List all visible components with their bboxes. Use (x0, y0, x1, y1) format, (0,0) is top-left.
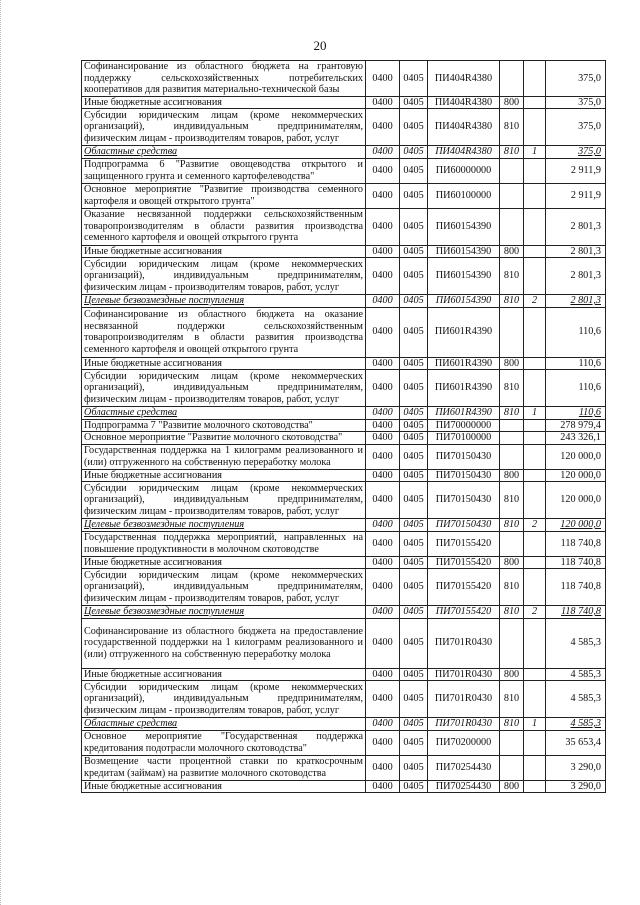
table-row (82, 569, 606, 606)
row-section: 0400 (366, 681, 400, 718)
table-row (82, 109, 606, 146)
row-expense-type (500, 432, 524, 445)
row-source-code (524, 419, 546, 432)
row-description: Подпрограмма 7 "Развитие молочного скотоводства" (82, 419, 366, 432)
row-target-code: ПИ601R4390 (428, 370, 500, 407)
row-target-code: ПИ70150430 (428, 469, 500, 482)
row-expense-type: 800 (500, 357, 524, 370)
table-row (82, 258, 606, 295)
table-row (82, 407, 606, 420)
row-target-code: ПИ60100000 (428, 183, 500, 208)
row-subsection: 0405 (400, 370, 428, 407)
table-row (82, 718, 606, 731)
row-section: 0400 (366, 730, 400, 755)
row-target-code: ПИ404R4380 (428, 146, 500, 159)
row-subsection: 0405 (400, 569, 428, 606)
row-description: Областные средства (82, 718, 366, 731)
row-section: 0400 (366, 258, 400, 295)
row-description: Подпрограмма 6 "Развитие овощеводства открытого и защищенного грунта и семенного картофелеводства" (82, 158, 366, 183)
row-section: 0400 (366, 556, 400, 569)
row-section: 0400 (366, 158, 400, 183)
row-expense-type (500, 158, 524, 183)
page-number: 20 (313, 38, 327, 53)
row-expense-type: 810 (500, 606, 524, 619)
row-amount: 4 585,3 (546, 668, 606, 681)
row-target-code: ПИ70200000 (428, 730, 500, 755)
row-source-code (524, 96, 546, 109)
row-target-code: ПИ404R4380 (428, 61, 500, 97)
row-section: 0400 (366, 208, 400, 245)
row-amount: 243 326,1 (546, 432, 606, 445)
table-row (82, 519, 606, 532)
row-amount: 375,0 (546, 61, 606, 97)
table-row (82, 96, 606, 109)
row-subsection: 0405 (400, 482, 428, 519)
row-subsection: 0405 (400, 755, 428, 780)
row-source-code (524, 482, 546, 519)
row-description: Иные бюджетные ассигнования (82, 780, 366, 793)
row-section: 0400 (366, 482, 400, 519)
row-subsection: 0405 (400, 780, 428, 793)
row-subsection: 0405 (400, 730, 428, 755)
row-subsection: 0405 (400, 357, 428, 370)
row-source-code (524, 780, 546, 793)
row-section: 0400 (366, 519, 400, 532)
row-description: Основное мероприятие "Развитие производства семенного картофеля и овощей открытого грунта" (82, 183, 366, 208)
row-expense-type (500, 531, 524, 556)
row-source-code (524, 61, 546, 97)
row-target-code: ПИ701R0430 (428, 668, 500, 681)
row-description: Целевые безвозмездные поступления (82, 606, 366, 619)
row-description: Государственная поддержка мероприятий, направленных на повышение продуктивности в молочном скотоводстве (82, 531, 366, 556)
table-row (82, 730, 606, 755)
row-source-code: 1 (524, 146, 546, 159)
row-description: Субсидии юридическим лицам (кроме некоммерческих организаций), индивидуальным предпринимателям, физическим лицам - производителям товаров, работ, услуг (82, 569, 366, 606)
row-amount: 35 653,4 (546, 730, 606, 755)
row-expense-type (500, 618, 524, 668)
row-expense-type: 810 (500, 370, 524, 407)
row-section: 0400 (366, 307, 400, 357)
row-amount: 120 000,0 (546, 469, 606, 482)
row-amount: 110,6 (546, 307, 606, 357)
table-row (82, 482, 606, 519)
row-subsection: 0405 (400, 258, 428, 295)
row-amount: 120 000,0 (546, 482, 606, 519)
row-section: 0400 (366, 606, 400, 619)
row-expense-type: 800 (500, 556, 524, 569)
row-subsection: 0405 (400, 109, 428, 146)
table-row (82, 61, 606, 97)
row-section: 0400 (366, 419, 400, 432)
row-section: 0400 (366, 96, 400, 109)
row-expense-type (500, 755, 524, 780)
row-target-code: ПИ701R0430 (428, 681, 500, 718)
row-section: 0400 (366, 146, 400, 159)
table-row (82, 295, 606, 308)
row-target-code: ПИ70155420 (428, 531, 500, 556)
row-expense-type: 810 (500, 718, 524, 731)
row-amount: 278 979,4 (546, 419, 606, 432)
row-source-code (524, 307, 546, 357)
row-section: 0400 (366, 61, 400, 97)
row-source-code (524, 556, 546, 569)
row-expense-type (500, 419, 524, 432)
row-subsection: 0405 (400, 668, 428, 681)
row-description: Областные средства (82, 146, 366, 159)
row-section: 0400 (366, 780, 400, 793)
table-row (82, 606, 606, 619)
row-target-code: ПИ70155420 (428, 606, 500, 619)
row-amount: 4 585,3 (546, 681, 606, 718)
table-row (82, 780, 606, 793)
row-expense-type (500, 730, 524, 755)
row-description: Субсидии юридическим лицам (кроме некоммерческих организаций), индивидуальным предпринимателям, физическим лицам - производителям товаров, работ, услуг (82, 258, 366, 295)
row-subsection: 0405 (400, 556, 428, 569)
row-target-code: ПИ601R4390 (428, 357, 500, 370)
row-target-code: ПИ70155420 (428, 556, 500, 569)
row-source-code: 2 (524, 606, 546, 619)
row-amount: 118 740,8 (546, 556, 606, 569)
row-source-code: 1 (524, 407, 546, 420)
row-expense-type: 800 (500, 245, 524, 258)
row-description: Софинансирование из областного бюджета на предоставление государственной поддержки на 1 килограмм реализованного и (или) отгруженного на собственную переработку молока (82, 618, 366, 668)
row-description: Целевые безвозмездные поступления (82, 295, 366, 308)
row-subsection: 0405 (400, 469, 428, 482)
row-source-code: 1 (524, 718, 546, 731)
row-target-code: ПИ404R4380 (428, 96, 500, 109)
row-subsection: 0405 (400, 531, 428, 556)
row-target-code: ПИ60154390 (428, 245, 500, 258)
row-subsection: 0405 (400, 618, 428, 668)
row-expense-type: 810 (500, 407, 524, 420)
row-expense-type: 810 (500, 146, 524, 159)
row-target-code: ПИ601R4390 (428, 307, 500, 357)
row-description: Субсидии юридическим лицам (кроме некоммерческих организаций), индивидуальным предпринимателям, физическим лицам - производителям товаров, работ, услуг (82, 681, 366, 718)
row-amount: 110,6 (546, 370, 606, 407)
table-row (82, 681, 606, 718)
row-expense-type: 810 (500, 258, 524, 295)
row-expense-type: 810 (500, 519, 524, 532)
row-description: Основное мероприятие "Развитие молочного скотоводства" (82, 432, 366, 445)
row-target-code: ПИ70150430 (428, 519, 500, 532)
row-source-code (524, 370, 546, 407)
row-section: 0400 (366, 183, 400, 208)
row-amount: 375,0 (546, 146, 606, 159)
row-description: Основное мероприятие "Государственная поддержка кредитования подотрасли молочного скотоводства" (82, 730, 366, 755)
table-row (82, 208, 606, 245)
row-amount: 2 801,3 (546, 245, 606, 258)
row-subsection: 0405 (400, 718, 428, 731)
row-section: 0400 (366, 357, 400, 370)
row-section: 0400 (366, 618, 400, 668)
table-row (82, 531, 606, 556)
row-expense-type: 810 (500, 681, 524, 718)
row-section: 0400 (366, 370, 400, 407)
row-target-code: ПИ60154390 (428, 295, 500, 308)
row-section: 0400 (366, 569, 400, 606)
row-description: Государственная поддержка на 1 килограмм реализованного и (или) отгруженного на собственную переработку молока (82, 444, 366, 469)
row-target-code: ПИ70254430 (428, 780, 500, 793)
row-source-code (524, 183, 546, 208)
row-section: 0400 (366, 407, 400, 420)
row-source-code (524, 245, 546, 258)
row-amount: 2 801,3 (546, 295, 606, 308)
table-row (82, 370, 606, 407)
row-amount: 120 000,0 (546, 444, 606, 469)
row-source-code (524, 531, 546, 556)
row-target-code: ПИ60154390 (428, 258, 500, 295)
row-subsection: 0405 (400, 444, 428, 469)
row-description: Иные бюджетные ассигнования (82, 357, 366, 370)
row-target-code: ПИ70100000 (428, 432, 500, 445)
row-description: Областные средства (82, 407, 366, 420)
row-source-code (524, 681, 546, 718)
row-description: Субсидии юридическим лицам (кроме некоммерческих организаций), индивидуальным предпринимателям, физическим лицам - производителям товаров, работ, услуг (82, 482, 366, 519)
table-row (82, 469, 606, 482)
row-description: Субсидии юридическим лицам (кроме некоммерческих организаций), индивидуальным предпринимателям, физическим лицам - производителям товаров, работ, услуг (82, 370, 366, 407)
row-description: Оказание несвязанной поддержки сельскохозяйственным товаропроизводителям в области развития производства семенного картофеля и овощей открытого грунта (82, 208, 366, 245)
row-subsection: 0405 (400, 183, 428, 208)
row-source-code (524, 444, 546, 469)
row-description: Целевые безвозмездные поступления (82, 519, 366, 532)
row-amount: 118 740,8 (546, 606, 606, 619)
row-source-code (524, 258, 546, 295)
row-description: Иные бюджетные ассигнования (82, 556, 366, 569)
table-row (82, 419, 606, 432)
row-source-code (524, 730, 546, 755)
row-description: Иные бюджетные ассигнования (82, 668, 366, 681)
row-target-code: ПИ601R4390 (428, 407, 500, 420)
row-amount: 4 585,3 (546, 718, 606, 731)
row-target-code: ПИ404R4380 (428, 109, 500, 146)
scan-margin (0, 0, 5, 905)
row-expense-type: 810 (500, 109, 524, 146)
row-source-code (524, 755, 546, 780)
table-row (82, 556, 606, 569)
table-row (82, 146, 606, 159)
row-amount: 2 911,9 (546, 158, 606, 183)
table-row (82, 668, 606, 681)
row-amount: 110,6 (546, 357, 606, 370)
row-source-code (524, 618, 546, 668)
row-source-code: 2 (524, 519, 546, 532)
row-amount: 375,0 (546, 109, 606, 146)
row-description: Софинансирование из областного бюджета на оказание несвязанной поддержки сельскохозяйственным товаропроизводителям в области развития производства семенного картофеля и овощей открытого грунта (82, 307, 366, 357)
row-expense-type: 800 (500, 780, 524, 793)
row-description: Субсидии юридическим лицам (кроме некоммерческих организаций), индивидуальным предпринимателям, физическим лицам - производителям товаров, работ, услуг (82, 109, 366, 146)
budget-table (81, 60, 606, 793)
row-description: Иные бюджетные ассигнования (82, 245, 366, 258)
row-source-code (524, 432, 546, 445)
row-amount: 2 801,3 (546, 258, 606, 295)
row-source-code (524, 668, 546, 681)
row-amount: 2 801,3 (546, 208, 606, 245)
table-row (82, 432, 606, 445)
row-subsection: 0405 (400, 245, 428, 258)
row-description: Иные бюджетные ассигнования (82, 96, 366, 109)
table-row (82, 755, 606, 780)
row-expense-type (500, 208, 524, 245)
table-row (82, 158, 606, 183)
row-amount: 4 585,3 (546, 618, 606, 668)
row-target-code: ПИ70000000 (428, 419, 500, 432)
row-subsection: 0405 (400, 61, 428, 97)
row-source-code (524, 109, 546, 146)
row-description: Возмещение части процентной ставки по краткосрочным кредитам (займам) на развитие молочного скотоводства (82, 755, 366, 780)
table-row (82, 444, 606, 469)
row-amount: 3 290,0 (546, 780, 606, 793)
table-row (82, 245, 606, 258)
row-subsection: 0405 (400, 158, 428, 183)
row-section: 0400 (366, 245, 400, 258)
row-subsection: 0405 (400, 307, 428, 357)
table-row (82, 307, 606, 357)
row-source-code (524, 158, 546, 183)
row-amount: 118 740,8 (546, 531, 606, 556)
row-subsection: 0405 (400, 295, 428, 308)
row-target-code: ПИ70155420 (428, 569, 500, 606)
row-subsection: 0405 (400, 96, 428, 109)
row-section: 0400 (366, 432, 400, 445)
row-target-code: ПИ60000000 (428, 158, 500, 183)
row-amount: 3 290,0 (546, 755, 606, 780)
row-description: Иные бюджетные ассигнования (82, 469, 366, 482)
row-section: 0400 (366, 755, 400, 780)
row-amount: 118 740,8 (546, 569, 606, 606)
row-source-code (524, 569, 546, 606)
row-expense-type (500, 61, 524, 97)
row-subsection: 0405 (400, 606, 428, 619)
row-expense-type: 810 (500, 295, 524, 308)
row-section: 0400 (366, 668, 400, 681)
row-subsection: 0405 (400, 432, 428, 445)
row-subsection: 0405 (400, 407, 428, 420)
row-section: 0400 (366, 295, 400, 308)
row-subsection: 0405 (400, 419, 428, 432)
row-subsection: 0405 (400, 519, 428, 532)
row-expense-type: 800 (500, 96, 524, 109)
table-row (82, 618, 606, 668)
row-subsection: 0405 (400, 208, 428, 245)
row-expense-type: 800 (500, 469, 524, 482)
row-target-code: ПИ70254430 (428, 755, 500, 780)
row-target-code: ПИ70150430 (428, 444, 500, 469)
row-source-code (524, 469, 546, 482)
row-amount: 375,0 (546, 96, 606, 109)
row-target-code: ПИ70150430 (428, 482, 500, 519)
row-section: 0400 (366, 718, 400, 731)
row-section: 0400 (366, 469, 400, 482)
row-section: 0400 (366, 109, 400, 146)
row-subsection: 0405 (400, 681, 428, 718)
row-target-code: ПИ701R0430 (428, 618, 500, 668)
row-section: 0400 (366, 444, 400, 469)
row-expense-type (500, 444, 524, 469)
table-row (82, 183, 606, 208)
row-description: Софинансирование из областного бюджета на грантовую поддержку сельскохозяйственных потребительских кооперативов для развития материально-технической базы (82, 61, 366, 97)
row-expense-type (500, 307, 524, 357)
row-source-code (524, 357, 546, 370)
row-section: 0400 (366, 531, 400, 556)
row-amount: 110,6 (546, 407, 606, 420)
row-amount: 2 911,9 (546, 183, 606, 208)
row-expense-type: 810 (500, 482, 524, 519)
row-source-code (524, 208, 546, 245)
row-target-code: ПИ701R0430 (428, 718, 500, 731)
table-row (82, 357, 606, 370)
row-subsection: 0405 (400, 146, 428, 159)
row-expense-type: 800 (500, 668, 524, 681)
row-expense-type (500, 183, 524, 208)
row-source-code: 2 (524, 295, 546, 308)
row-target-code: ПИ60154390 (428, 208, 500, 245)
row-expense-type: 810 (500, 569, 524, 606)
row-amount: 120 000,0 (546, 519, 606, 532)
